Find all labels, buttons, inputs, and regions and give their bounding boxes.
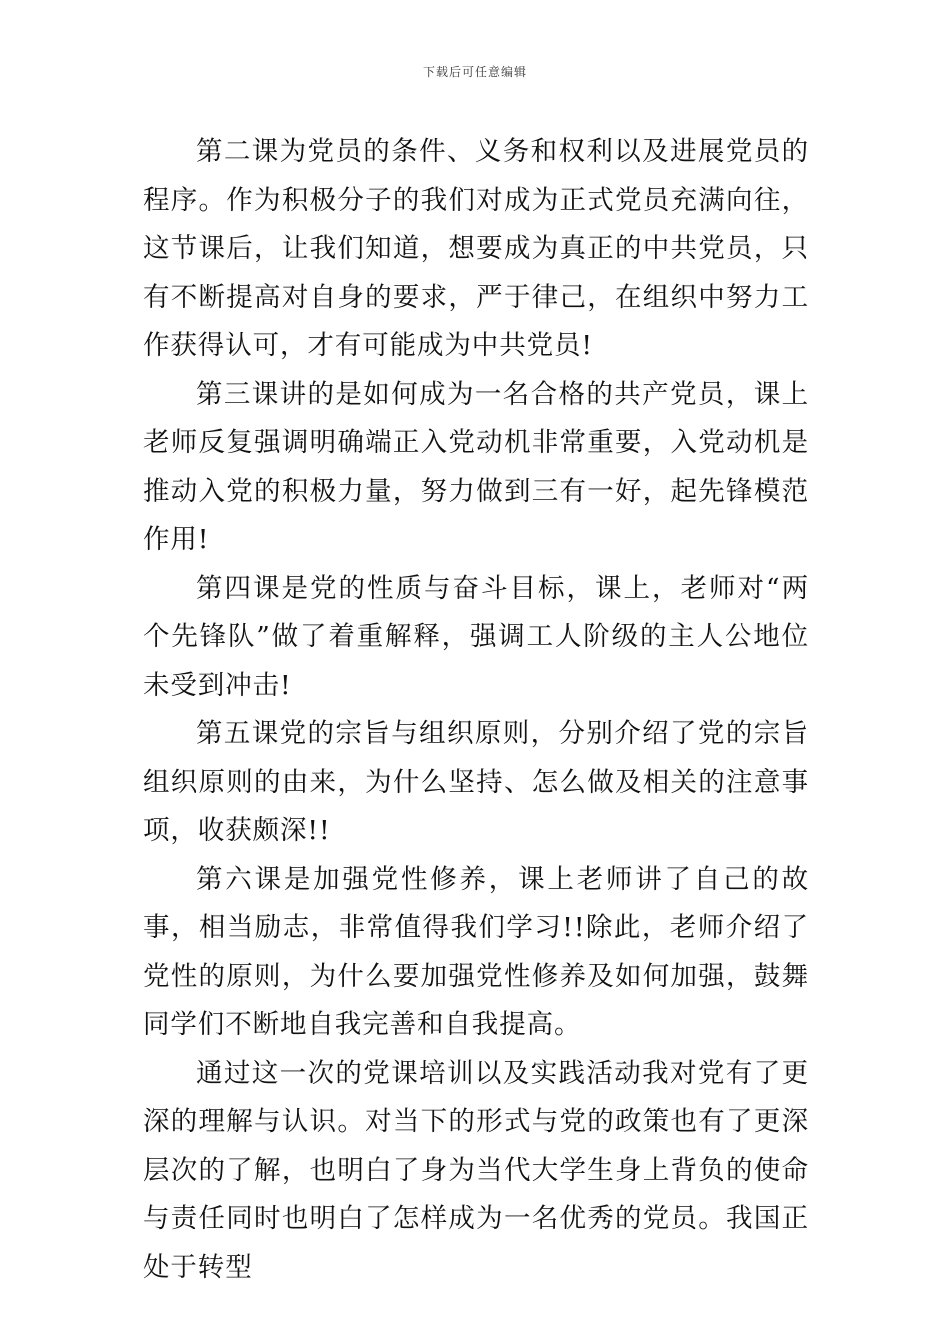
paragraph-summary: 通过这一次的党课培训以及实践活动我对党有了更深的理解与认识。对当下的形式与党的政策也有了更深层次的了解，也明白了身为当代大学生身上背负的使命与责任同时也明白了怎样成为一名优秀的党员。我国正处于转型 bbox=[143, 1057, 809, 1283]
document-body bbox=[143, 128, 809, 1292]
paragraph-lesson-3: 第三课讲的是如何成为一名合格的共产党员，课上老师反复强调明确端正入党动机非常重要，入党动机是推动入党的积极力量，努力做到三有一好，起先锋模范作用! bbox=[143, 378, 809, 555]
paragraph-lesson-6: 第六课是加强党性修养，课上老师讲了自己的故事，相当励志，非常值得我们学习!!除此，老师介绍了党性的原则，为什么要加强党性修养及如何加强，鼓舞同学们不断地自我完善和自我提高。 bbox=[143, 863, 809, 1040]
page-header-note: 下载后可任意编辑 bbox=[422, 65, 527, 79]
paragraph-lesson-4: 第四课是党的性质与奋斗目标，课上，老师对“两个先锋队”做了着重解释，强调工人阶级的主人公地位未受到冲击! bbox=[143, 572, 809, 701]
paragraph-lesson-5: 第五课党的宗旨与组织原则，分别介绍了党的宗旨组织原则的由来，为什么坚持、怎么做及相关的注意事项，收获颇深!! bbox=[143, 718, 809, 846]
paragraph-lesson-2: 第二课为党员的条件、义务和权利以及进展党员的程序。作为积极分子的我们对成为正式党员充满向往，这节课后，让我们知道，想要成为真正的中共党员，只有不断提高对自身的要求，严于律己，在组织中努力工作获得认可，才有可能成为中共党员! bbox=[143, 136, 809, 361]
